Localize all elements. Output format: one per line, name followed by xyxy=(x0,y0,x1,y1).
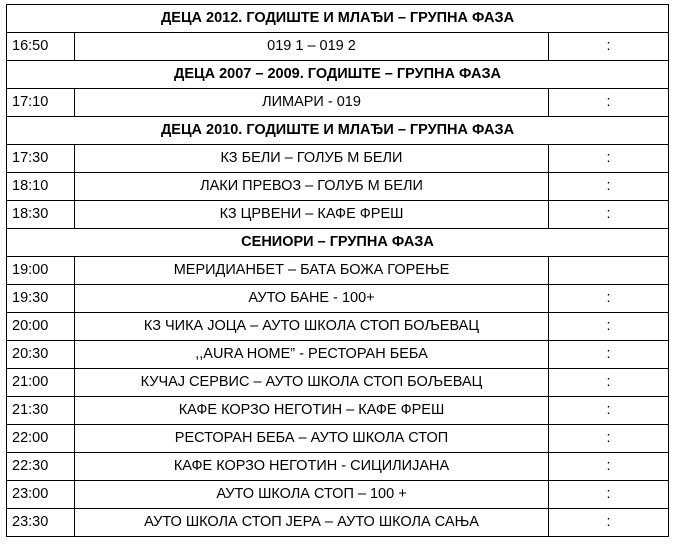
match-time: 23:00 xyxy=(7,481,75,509)
table-row xyxy=(7,201,669,229)
table-row xyxy=(7,425,669,453)
match-teams: КАФЕ КОРЗО НЕГОТИН – КАФЕ ФРЕШ xyxy=(75,397,549,425)
match-teams: АУТО ШКОЛА СТОП ЈЕРА – АУТО ШКОЛА САЊА xyxy=(75,509,549,537)
match-time: 21:00 xyxy=(7,369,75,397)
table-row xyxy=(7,453,669,481)
match-score: : xyxy=(549,145,669,173)
match-score: : xyxy=(549,481,669,509)
section-heading: ДЕЦА 2007 – 2009. ГОДИШТЕ – ГРУПНА ФАЗА xyxy=(7,61,669,89)
table-row xyxy=(7,341,669,369)
table-row xyxy=(7,481,669,509)
match-time: 19:00 xyxy=(7,257,75,285)
table-row xyxy=(7,33,669,61)
section-heading: ДЕЦА 2012. ГОДИШТЕ И МЛАЂИ – ГРУПНА ФАЗА xyxy=(7,5,669,33)
match-teams: КЗ ЧИКА ЈОЦА – АУТО ШКОЛА СТОП БОЉЕВАЦ xyxy=(75,313,549,341)
table-row xyxy=(7,369,669,397)
match-score: : xyxy=(549,33,669,61)
match-time: 23:30 xyxy=(7,509,75,537)
section-heading-row xyxy=(7,61,669,89)
match-teams: КУЧАЈ СЕРВИС – АУТО ШКОЛА СТОП БОЉЕВАЦ xyxy=(75,369,549,397)
match-time: 18:10 xyxy=(7,173,75,201)
match-teams: КАФЕ КОРЗО НЕГОТИН - СИЦИЛИЈАНА xyxy=(75,453,549,481)
match-time: 16:50 xyxy=(7,33,75,61)
match-teams: 019 1 – 019 2 xyxy=(75,33,549,61)
match-teams: ,,AURA HOME” - РЕСТОРАН БЕБА xyxy=(75,341,549,369)
section-heading: СЕНИОРИ – ГРУПНА ФАЗА xyxy=(7,229,669,257)
match-time: 22:00 xyxy=(7,425,75,453)
match-time: 17:30 xyxy=(7,145,75,173)
match-time: 19:30 xyxy=(7,285,75,313)
table-row xyxy=(7,89,669,117)
schedule-table xyxy=(6,4,669,537)
match-score: : xyxy=(549,369,669,397)
match-score: : xyxy=(549,173,669,201)
match-score: : xyxy=(549,425,669,453)
match-score: : xyxy=(549,397,669,425)
table-row xyxy=(7,285,669,313)
section-heading-row xyxy=(7,117,669,145)
match-score: : xyxy=(549,341,669,369)
table-row xyxy=(7,313,669,341)
match-score: : xyxy=(549,89,669,117)
match-time: 18:30 xyxy=(7,201,75,229)
table-row xyxy=(7,257,669,285)
match-teams: КЗ ЦРВЕНИ – КАФЕ ФРЕШ xyxy=(75,201,549,229)
match-time: 20:00 xyxy=(7,313,75,341)
section-heading: ДЕЦА 2010. ГОДИШТЕ И МЛАЂИ – ГРУПНА ФАЗА xyxy=(7,117,669,145)
match-score: : xyxy=(549,453,669,481)
match-teams: АУТО ШКОЛА СТОП – 100 + xyxy=(75,481,549,509)
match-teams: АУТО БАНЕ - 100+ xyxy=(75,285,549,313)
match-score: : xyxy=(549,201,669,229)
match-time: 21:30 xyxy=(7,397,75,425)
match-teams: РЕСТОРАН БЕБА – АУТО ШКОЛА СТОП xyxy=(75,425,549,453)
table-row xyxy=(7,509,669,537)
table-row xyxy=(7,145,669,173)
match-teams: ЛАКИ ПРЕВОЗ – ГОЛУБ М БЕЛИ xyxy=(75,173,549,201)
match-score: : xyxy=(549,313,669,341)
table-row xyxy=(7,173,669,201)
match-teams: МЕРИДИАНБЕТ – БАТА БОЖА ГОРЕЊЕ xyxy=(75,257,549,285)
section-heading-row xyxy=(7,5,669,33)
match-time: 20:30 xyxy=(7,341,75,369)
match-time: 17:10 xyxy=(7,89,75,117)
match-time: 22:30 xyxy=(7,453,75,481)
section-heading-row xyxy=(7,229,669,257)
match-score xyxy=(549,257,669,285)
match-score: : xyxy=(549,509,669,537)
schedule-body xyxy=(7,5,669,537)
match-score: : xyxy=(549,285,669,313)
table-row xyxy=(7,397,669,425)
match-teams: КЗ БЕЛИ – ГОЛУБ М БЕЛИ xyxy=(75,145,549,173)
match-teams: ЛИМАРИ - 019 xyxy=(75,89,549,117)
